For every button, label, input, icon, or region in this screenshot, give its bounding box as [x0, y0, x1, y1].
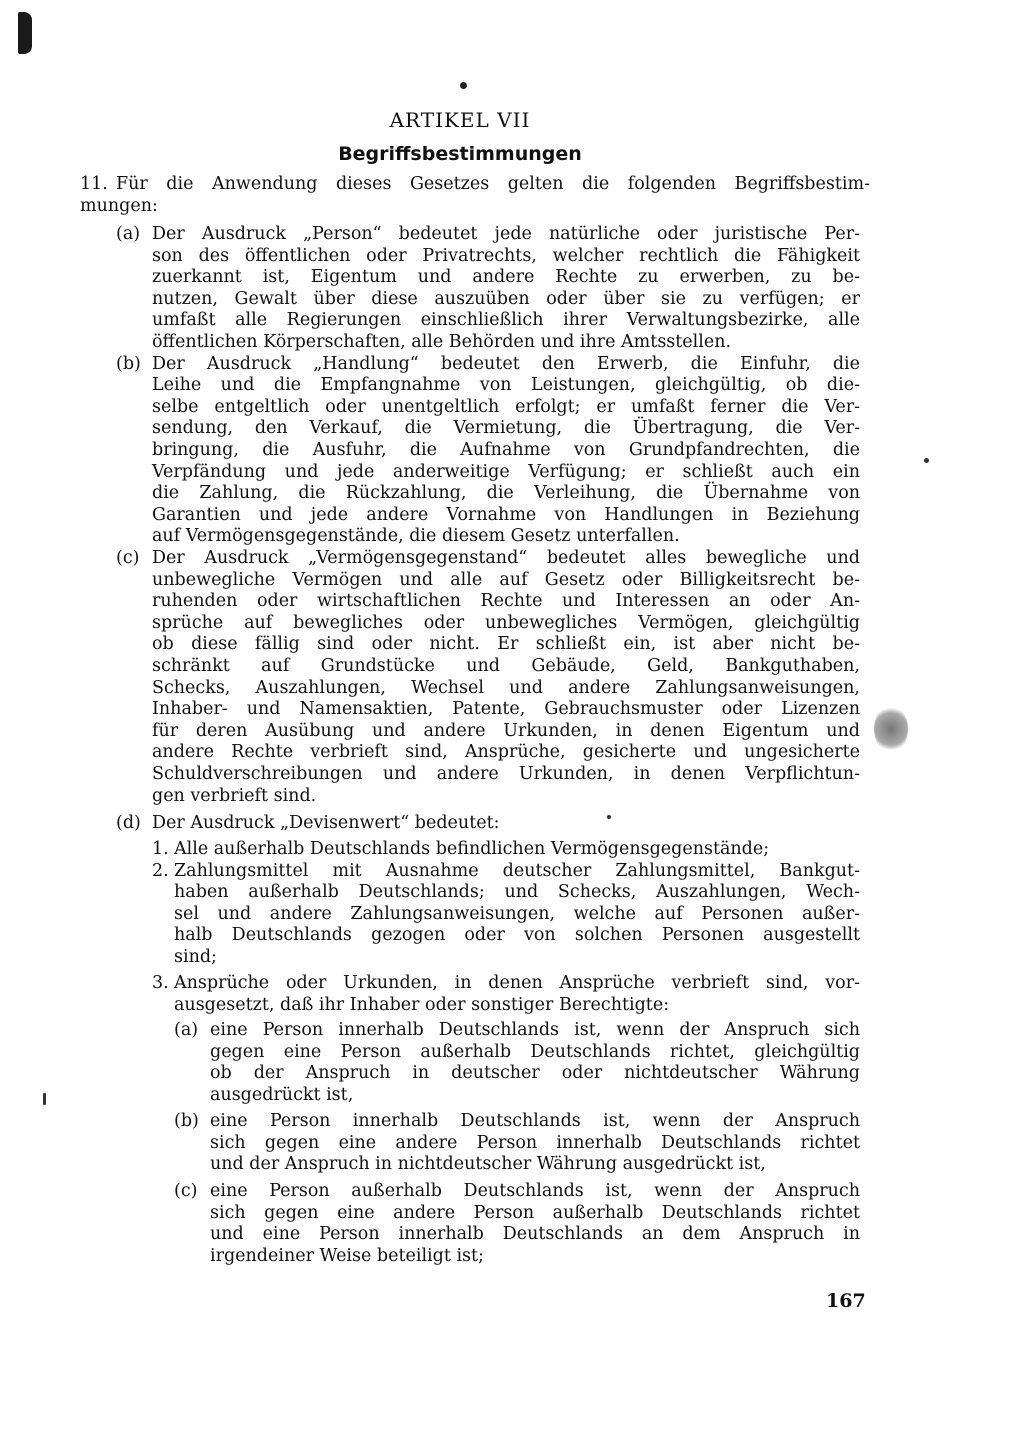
ink-speck [43, 1093, 46, 1105]
text-line: sind; [174, 946, 217, 967]
text-line: und der Anspruch in nichtdeutscher Währung ausgedrückt ist, [210, 1154, 766, 1175]
text-line: die Zahlung, die Rückzahlung, die Verleihung, die Übernahme von [152, 483, 860, 504]
claim-condition-c [210, 1181, 860, 1267]
text-line: selbe entgeltlich oder unentgeltlich erfolgt; er umfaßt ferner die Ver- [152, 396, 860, 417]
text-line: für deren Ausübung und andere Urkunden, in denen Eigentum und [152, 720, 860, 741]
text-line: Inhaber- und Namensaktien, Patente, Gebrauchsmuster oder Lizenzen [152, 699, 860, 720]
claim-condition-b [210, 1111, 860, 1176]
text-line: irgendeiner Weise beteiligt ist; [210, 1245, 484, 1266]
text-line: öffentlichen Körperschaften, alle Behörden und ihre Amtsstellen. [152, 331, 732, 352]
text-line: und eine Person innerhalb Deutschlands an dem Anspruch in [210, 1224, 860, 1245]
text-line: schränkt auf Grundstücke und Gebäude, Geld, Bankguthaben, [152, 655, 860, 676]
claim-condition-a [210, 1020, 860, 1106]
text-line: mungen: [80, 195, 158, 216]
text-line: eine Person außerhalb Deutschlands ist, wenn der Anspruch [210, 1181, 860, 1201]
text-line: Ansprüche oder Urkunden, in denen Ansprüche verbrieft sind, vor- [174, 973, 860, 993]
text-line: eine Person innerhalb Deutschlands ist, wenn der Anspruch sich [210, 1020, 860, 1040]
page-number: 167 [826, 1290, 866, 1312]
text-line: sich gegen eine andere Person innerhalb Deutschlands richtet [210, 1132, 860, 1153]
sub-item-label: (b) [174, 1111, 199, 1131]
list-number: 1. [152, 839, 169, 859]
text-line: nutzen, Gewalt über diese auszuüben oder über sie zu verfügen; er [152, 288, 860, 309]
text-line: ruhenden oder wirtschaftlichen Rechte und Interessen an oder An- [152, 591, 860, 612]
text-line: Schecks, Auszahlungen, Wechsel und andere Zahlungsanweisungen, [152, 677, 860, 698]
text-line: ob der Anspruch in deutscher oder nichtdeutscher Währung [210, 1063, 860, 1084]
scan-edge-mark [18, 12, 32, 54]
devisenwert-item-3 [174, 973, 860, 1016]
item-label: (c) [116, 548, 140, 568]
text-line: Schuldverschreibungen und andere Urkunden, in denen Verpflichtun- [152, 763, 860, 784]
text-line: Der Ausdruck „Handlung“ bedeutet den Erwerb, die Einfuhr, die [152, 353, 860, 374]
definition-person [152, 224, 860, 354]
text-line: unbewegliche Vermögen und alle auf Gesetz oder Billigkeitsrecht be- [152, 569, 860, 590]
list-number: 2. [152, 860, 169, 881]
text-line: Der Ausdruck „Vermögensgegenstand“ bedeutet alles bewegliche und [152, 548, 860, 568]
text-line: haben außerhalb Deutschlands; und Schecks, Auszahlungen, Wech- [174, 882, 860, 903]
text-line: Garantien und jede andere Vornahme von Handlungen in Beziehung [152, 504, 860, 525]
paragraph-number: 11. [80, 174, 108, 194]
text-line: sel und andere Zahlungsanweisungen, welche auf Personen außer- [174, 903, 860, 924]
text-line: sprüche auf bewegliches oder unbewegliches Vermögen, gleichgültig [152, 612, 860, 633]
list-number: 3. [152, 973, 169, 993]
text-line: umfaßt alle Regierungen einschließlich ihrer Verwaltungsbezirke, alle [152, 310, 860, 331]
text-line: bringung, die Ausfuhr, die Aufnahme von Grundpfandrechten, die [152, 439, 860, 460]
article-heading: ARTIKEL VII [389, 108, 531, 132]
ink-dot [460, 82, 467, 89]
sub-item-label: (c) [174, 1181, 198, 1201]
ink-smudge [874, 705, 908, 753]
text-line: ob diese fällig sind oder nicht. Er schließt ein, ist aber nicht be- [152, 634, 860, 655]
intro-paragraph-cont [80, 196, 280, 218]
text-line: Zahlungsmittel mit Ausnahme deutscher Zahlungsmittel, Bankgut- [174, 860, 860, 881]
text-line: ausgesetzt, daß ihr Inhaber oder sonstiger Berechtigte: [174, 994, 670, 1015]
article-subheading: Begriffsbestimmungen [338, 143, 582, 165]
item-label: (b) [116, 353, 141, 374]
text-line: auf Vermögensgegenstände, die diesem Gesetz unterfallen. [152, 526, 680, 547]
text-line: sich gegen eine andere Person außerhalb Deutschlands richtet [210, 1202, 860, 1223]
text-line: Der Ausdruck „Person“ bedeutet jede natürliche oder juristische Per- [152, 224, 860, 244]
text-line: Leihe und die Empfangnahme von Leistungen, gleichgültig, ob die- [152, 375, 860, 396]
definition-devisenwert [152, 813, 860, 835]
text-line: halb Deutschlands gezogen oder von solchen Personen ausgestellt [174, 925, 860, 946]
sub-item-label: (a) [174, 1020, 199, 1040]
item-label: (d) [116, 813, 141, 833]
definition-vermoegensgegenstand [152, 548, 860, 807]
text-line: Alle außerhalb Deutschlands befindlichen Vermögensgegenstände; [174, 839, 770, 859]
item-label: (a) [116, 224, 141, 244]
definition-handlung [152, 354, 860, 548]
text-line: gen verbrieft sind. [152, 785, 317, 806]
text-line: son des öffentlichen oder Privatrechts, welcher rechtlich die Fähigkeit [152, 245, 860, 266]
text-line: Verpfändung und jede anderweitige Verfügung; er schließt auch ein [152, 461, 860, 482]
text-line: sendung, den Verkauf, die Vermietung, die Übertragung, die Ver- [152, 418, 860, 439]
text-line: zuerkannt ist, Eigentum und andere Rechte zu erwerben, zu be- [152, 267, 860, 288]
text-line: Für die Anwendung dieses Gesetzes gelten die folgenden Begriffsbestim- [116, 174, 870, 194]
ink-speck [924, 458, 929, 463]
text-line: Der Ausdruck „Devisenwert“ bedeutet: [152, 813, 500, 833]
devisenwert-item-1 [174, 839, 860, 861]
devisenwert-item-2 [174, 861, 860, 969]
text-line: gegen eine Person außerhalb Deutschlands richtet, gleichgültig [210, 1041, 860, 1062]
text-line: andere Rechte verbrieft sind, Ansprüche, gesicherte und ungesicherte [152, 742, 860, 763]
intro-paragraph [116, 174, 870, 196]
text-line: eine Person innerhalb Deutschlands ist, wenn der Anspruch [210, 1111, 860, 1131]
text-line: ausgedrückt ist, [210, 1084, 354, 1105]
